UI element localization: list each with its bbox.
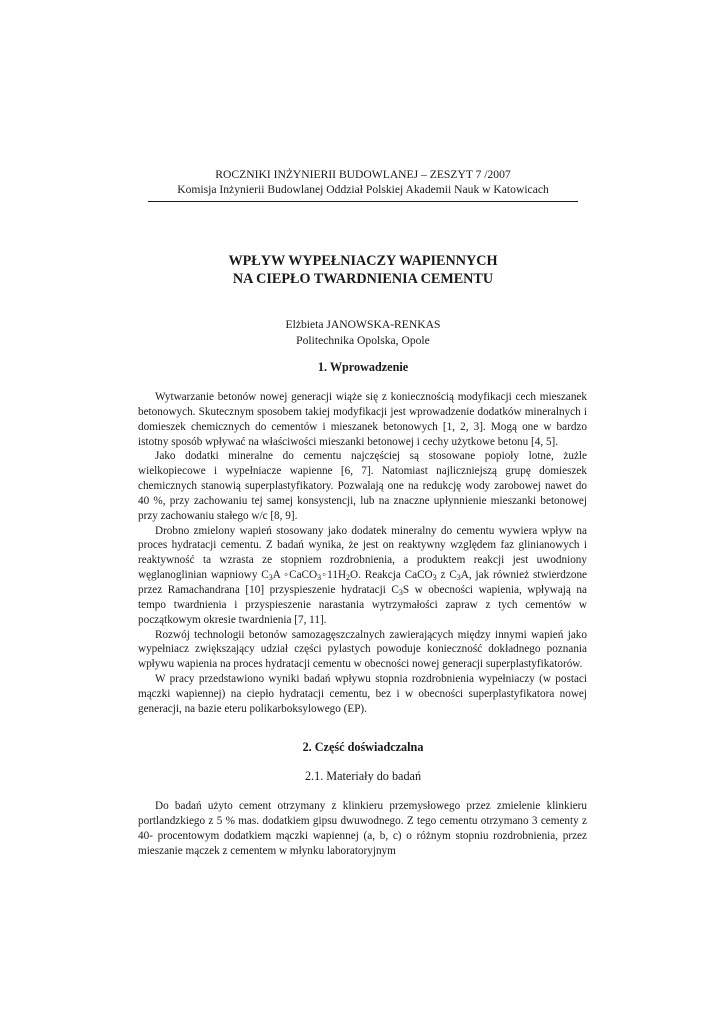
paragraph: W pracy przedstawiono wyniki badań wpływu stopnia rozdrobnienia wypełniaczy (w postaci mączki wapiennej) na ciepło hydratacji cementu, bez i w obecności superplastyfikatora nowej generacji, na bazie eteru polikarboksylowego (EP).: [138, 673, 587, 715]
section-heading-introduction: 1. Wprowadzenie: [317, 360, 409, 374]
journal-line: ROCZNIKI INŻYNIERII BUDOWLANEJ – ZESZYT 7 /2007: [215, 168, 511, 181]
paragraph: Rozwój technologii betonów samozagęszczalnych zawierających między innymi wapień jako wypełniacz zwiększający udział części pylastych powoduje konieczność dokładnego poznania wpływu wapienia na proces hydratacji cementu w obecności nowej generacji superplastyfikatorów.: [138, 628, 587, 671]
author-affiliation: Politechnika Opolska, Opole: [296, 333, 430, 347]
header-divider: [148, 201, 578, 202]
author-name: Elżbieta JANOWSKA-RENKAS: [285, 318, 441, 331]
title-line-1: WPŁYW WYPEŁNIACZY WAPIENNYCH: [228, 253, 498, 269]
section-heading-experimental: 2. Część doświadczalna: [302, 740, 424, 754]
introduction-body: [138, 390, 587, 717]
title-line-2: NA CIEPŁO TWARDNIENIA CEMENTU: [232, 271, 494, 287]
materials-body: [138, 799, 587, 858]
paragraph: Do badań użyto cement otrzymany z klinkieru przemysłowego przez zmielenie klinkieru portlandzkiego z 5 % mas. dodatkiem gipsu dwuwodnego. Z tego cementu otrzymano 3 cementy z 40- procentowym dodatkiem mączki wapiennej (a, b, c) o różnym stopniu rozdrobnienia, przez mieszanie mączek z cementem w młynku laboratoryjnym: [138, 800, 587, 857]
author-block: [148, 317, 578, 348]
journal-header: [148, 167, 578, 197]
subsection-heading-materials: 2.1. Materiały do badań: [304, 769, 422, 783]
committee-line: Komisja Inżynierii Budowlanej Oddział Polskiej Akademii Nauk w Katowicach: [177, 183, 549, 196]
paragraph: Jako dodatki mineralne do cementu najczęściej są stosowane popioły lotne, żużle wielkopiecowe i wypełniacze wapienne [6, 7]. Natomiast najliczniejszą grupę domieszek chemicznych stanowią superplastyfikatory. Pozwalają one na redukcję wody zarobowej nawet do 40 %, przy zachowaniu tej samej konsystencji, lub na znaczne upłynnienie mieszanki betonowej przy zachowaniu stałego w/c [8, 9].: [138, 450, 587, 522]
paper-title: [148, 252, 578, 288]
paragraph: Wytwarzanie betonów nowej generacji wiąże się z koniecznością modyfikacji cech mieszanek betonowych. Skutecznym sposobem takiej modyfikacji jest wprowadzenie dodatków mineralnych i domieszek chemicznych do cementów i mieszanek betonowych [1, 2, 3]. Mogą one w bardzo istotny sposób wpływać na właściwości mieszanki betonowej i cechy użytkowe betonu [4, 5].: [138, 391, 587, 448]
paragraph: Drobno zmielony wapień stosowany jako dodatek mineralny do cementu wywiera wpływ na proces hydratacji cementu. Z badań wynika, że jest on reaktywny względem faz glinianowych i reaktywność ta wzrasta ze stopniem rozdrobnienia, a produktem reakcji jest uwodniony węglanoglinian wapniowy $C_3A$ $◦CaCO_3◦11H_2O$. Reakcja CaCO$_3$ z $C_3A$, jak również stwierdzone przez Ramachandrana [10] przyspieszenie hydratacji $C_3S$ w obecności wapienia, wpływają na tempo twardnienia i przyspieszenie narastania wytrzymałości zapraw z tych cementów w początkowym okresie twardnienia [7, 11].: [138, 524, 587, 626]
